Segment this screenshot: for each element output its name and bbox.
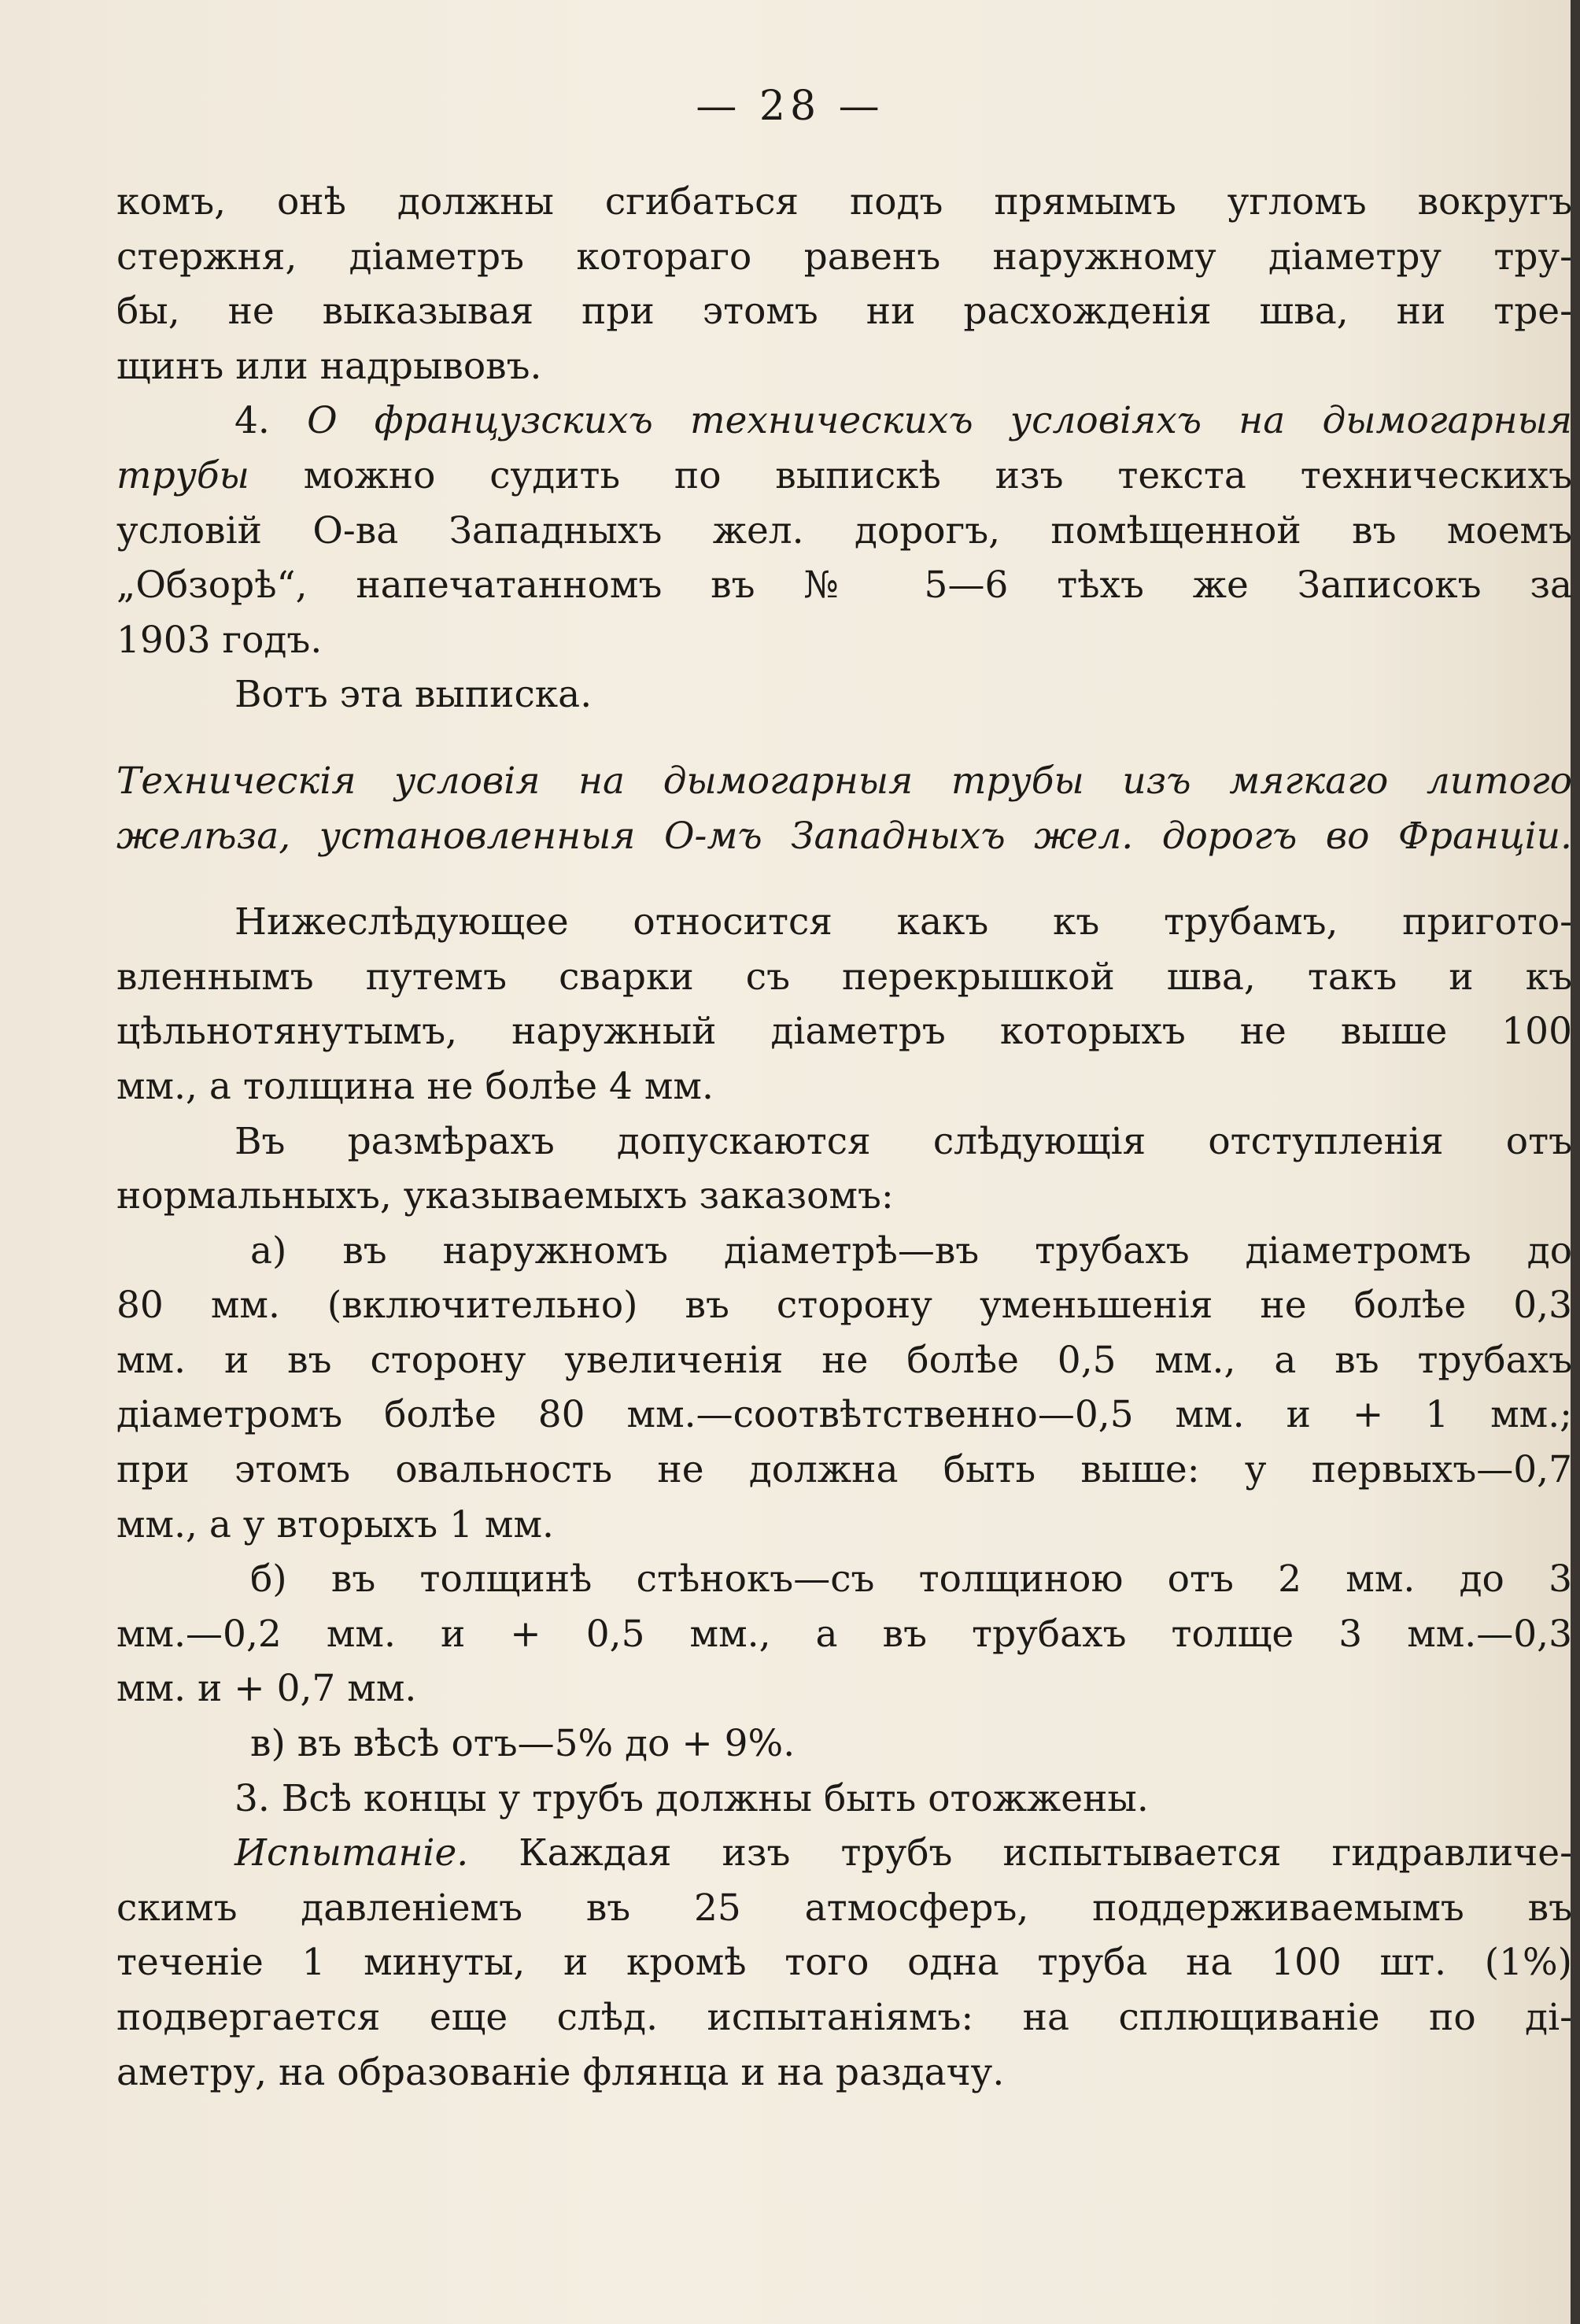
text-line: а) въ наружномъ діаметрѣ—въ трубахъ діаметромъ до <box>250 1229 1572 1273</box>
text-line: стержня, діаметръ котораго равенъ наружному діаметру тру- <box>116 235 1572 279</box>
text-line: комъ, онѣ должны сгибаться подъ прямымъ угломъ вокругъ <box>116 180 1572 224</box>
text-line: б) въ толщинѣ стѣнокъ—съ толщиною отъ 2 мм. до 3 <box>250 1557 1572 1602</box>
text-line: аметру, на образованіе флянца и на раздачу. <box>116 2050 1005 2094</box>
text-line: теченіе 1 минуты, и кромѣ того одна труба на 100 шт. (1%) <box>116 1941 1572 1985</box>
text-line: мм. и + 0,7 мм. <box>116 1667 417 1711</box>
page-text <box>116 175 1572 2100</box>
text-line: в) въ вѣсѣ отъ—5% до + 9%. <box>250 1722 796 1766</box>
paragraph-gap <box>116 863 1572 895</box>
text-line: Нижеслѣдующее относится какъ къ трубамъ, пригото- <box>234 900 1572 944</box>
text-line: мм., а толщина не болѣе 4 мм. <box>116 1064 714 1108</box>
text-line: „Обзорѣ“, напечатанномъ въ № 5—6 тѣхъ же Записокъ за <box>116 563 1572 608</box>
text-line: мм. и въ сторону увеличенія не болѣе 0,5 мм., а въ трубахъ <box>116 1338 1572 1382</box>
text-line: при этомъ овальность не должна быть выше: у первыхъ—0,7 <box>116 1448 1572 1492</box>
text-line: нормальныхъ, указываемыхъ заказомъ: <box>116 1174 894 1218</box>
text-line: Въ размѣрахъ допускаются слѣдующія отступленія отъ <box>234 1119 1572 1163</box>
text-line: щинъ или надрывовъ. <box>116 344 542 388</box>
text-line: мм., а у вторыхъ 1 мм. <box>116 1502 554 1546</box>
text-line: бы, не выказывая при этомъ ни расхожденія шва, ни тре- <box>116 290 1572 334</box>
text-line: вленнымъ путемъ сварки съ перекрышкой шва, такъ и къ <box>116 955 1572 999</box>
text-line: 4. О французскихъ техническихъ условіяхъ на дымогарныя <box>234 399 1572 443</box>
text-line: мм.—0,2 мм. и + 0,5 мм., а въ трубахъ толще 3 мм.—0,3 <box>116 1612 1572 1656</box>
text-line: діаметромъ болѣе 80 мм.—соотвѣтственно—0,5 мм. и + 1 мм.; <box>116 1393 1572 1437</box>
section-title-line: Техническія условія на дымогарныя трубы изъ мягкаго литого <box>116 759 1572 803</box>
italic-heading: Испытаніе. <box>234 1831 469 1875</box>
paragraph-gap <box>116 722 1572 754</box>
italic-heading: трубы <box>116 453 249 497</box>
italic-heading: О французскихъ техническихъ условіяхъ на дымогарныя <box>307 399 1572 443</box>
text-line: цѣльнотянутымъ, наружный діаметръ которыхъ не выше 100 <box>116 1010 1572 1054</box>
text-line: Испытаніе. Каждая изъ трубъ испытывается гидравличе- <box>234 1831 1572 1875</box>
text-line: 1903 годъ. <box>116 618 323 662</box>
text-line: Вотъ эта выписка. <box>234 673 592 717</box>
text-line: скимъ давленіемъ въ 25 атмосферъ, поддерживаемымъ въ <box>116 1886 1572 1930</box>
text-line: подвергается еще слѣд. испытаніямъ: на сплющиваніе по ді- <box>116 1996 1572 2039</box>
text-line: 80 мм. (включительно) въ сторону уменьшенія не болѣе 0,3 <box>116 1284 1572 1328</box>
text-line: условій О-ва Западныхъ жел. дорогъ, помѣщенной въ моемъ <box>116 508 1572 552</box>
section-title-line: желѣза, установленныя О-мъ Западныхъ жел. дорогъ во Франціи. <box>116 814 1572 858</box>
page-number: — 28 — <box>696 83 884 130</box>
text-line: трубы можно судить по выпискѣ изъ текста техническихъ <box>116 453 1572 497</box>
text-line: 3. Всѣ концы у трубъ должны быть отожжены. <box>234 1776 1149 1820</box>
